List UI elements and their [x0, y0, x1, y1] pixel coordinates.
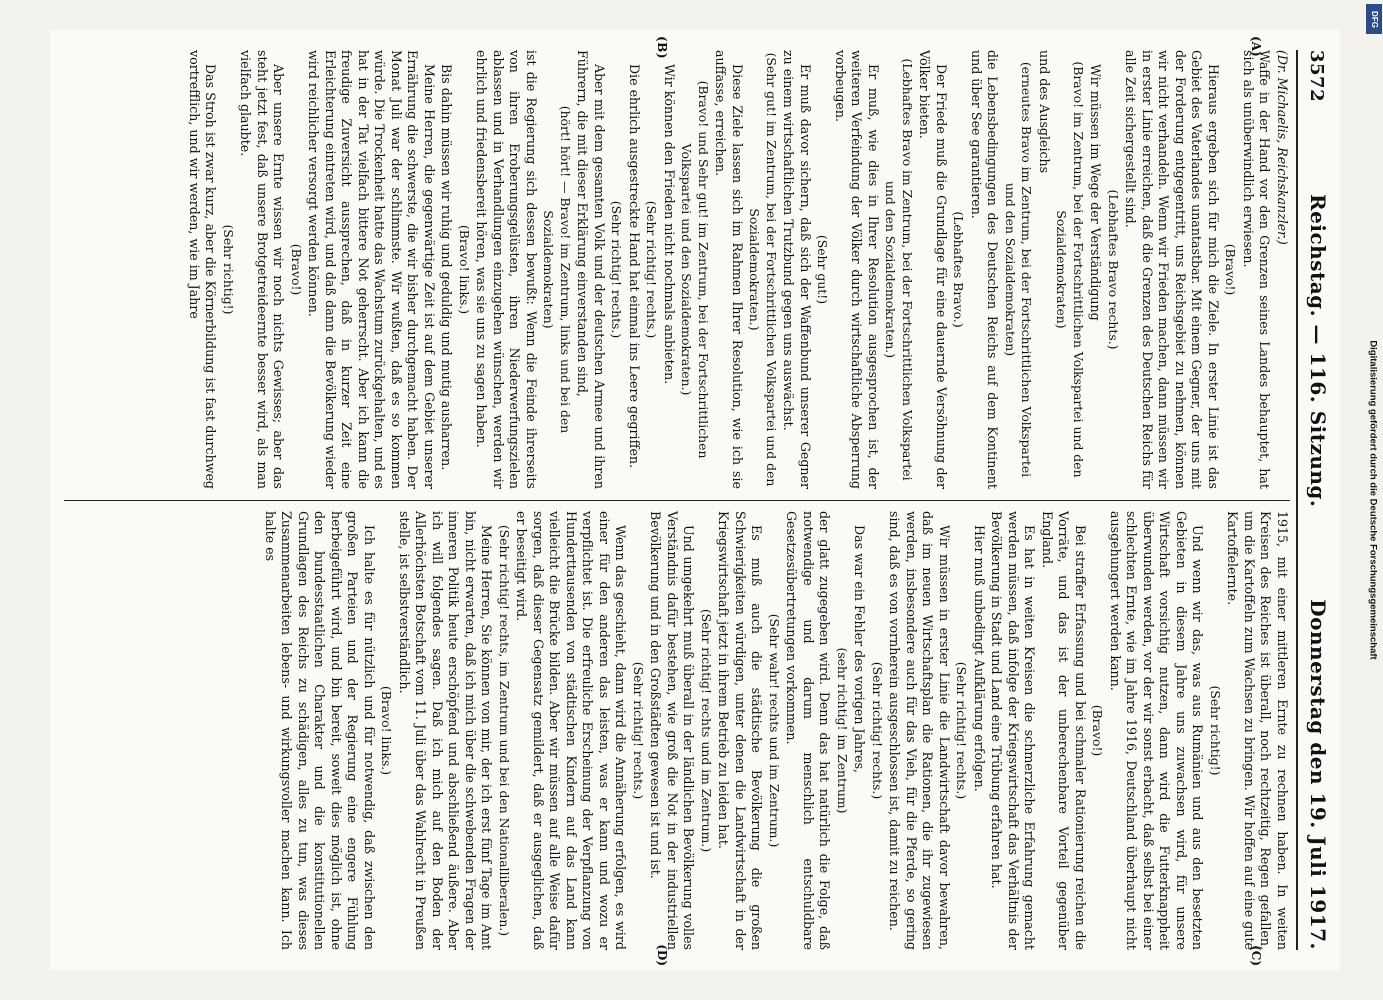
- page-number: 3572: [1306, 50, 1327, 103]
- paragraph: Er muß, wie dies in Ihrer Resolution ausgesprochen ist, der weiteren Verfeindung der Völker durch wirtschaftliche Absperrung vorbeugen.: [833, 50, 881, 489]
- credit-text: Digitalisierung gefördert durch die Deutsche Forschungsgemeinschaft: [1367, 340, 1379, 660]
- paragraph: Hieraus ergeben sich für mich die Ziele. In erster Linie ist das Gebiet des Vaterlandes unantastbar. Mit einem Gegner, der uns mit der Forderung entgegentritt, uns Reichsgebiet zu nehmen, können wir nicht verhandeln. Wenn wir Frieden machen, dann müssen wir in erster Linie erreichen, daß die Grenzen des Deutschen Reichs für alle Zeit sichergestellt sind.: [1123, 50, 1221, 489]
- paragraph: Ich halte es für nützlich und für notwendig, daß zwischen den großen Parteien und der Regierung eine engere Fühlung herbeigeführt wird, und bin bereit, soweit dies möglich ist, ohne den bundesstaatlichen Charakter und die konstitutionellen Grundlagen des Reichs zu schädigen, alles zu tun, was dieses Zusammenarbeiten lebens- und wirkungsvoller machen kann. Ich halte es: [263, 511, 377, 950]
- paragraph: Bei straffer Erfassung und bei schmaler Rationierung reichen die Vorräte, und das ist der unberechenbare Vorteil gegenüber England.: [1040, 511, 1088, 950]
- column-divider: [64, 500, 1290, 501]
- paragraph: die Lebensbedingungen des Deutschen Reichs auf dem Kontinent und über See garantieren.: [969, 50, 1001, 489]
- dfg-logo-text: DFG: [1369, 10, 1379, 28]
- interjection: (Bravo!): [1223, 243, 1239, 296]
- paragraph: Diese Ziele lassen sich im Rahmen Ihrer Resolution, wie ich sie auffasse, erreichen.: [713, 50, 745, 489]
- interjection: (Sehr richtig! rechts und im Zentrum.): [699, 608, 714, 853]
- interjection: (Lebhaftes Bravo.): [951, 211, 967, 328]
- paragraph: Die ehrlich ausgestreckte Hand hat einmal ins Leere gegriffen.: [627, 64, 642, 469]
- paragraph: Wir können den Frieden nicht nochmals anbieten.: [662, 64, 677, 385]
- paragraph: Wir müssen in erster Linie die Landwirtschaft davor bewahren, daß im neuen Wirtschaftsplan die Rationen, die ihr zugewiesen werden, insbesondere auch für das Vieh, für die Pferde, so gering sind, daß es von vornherein ausgeschlossen ist, damit zu reichen.: [887, 511, 952, 950]
- margin-mark-d: (D): [655, 944, 669, 966]
- right-column: [64, 511, 1290, 966]
- margin-mark-c: (C): [1249, 945, 1263, 966]
- interjection: (Sehr richtig! rechts.): [954, 661, 970, 800]
- paragraph: Und umgekehrt muß überall in der ländlichen Bevölkerung volles Verständnis dafür bestehen, wie groß die Not in der industriellen Bevölkerung und in den Großstädten gewesen ist und ist.: [648, 511, 697, 950]
- speaker-line: (Dr. Michaelis, Reichskanzler.): [1275, 50, 1290, 245]
- paragraph: Waffe in der Hand vor den Grenzen seines Landes behauptet, hat sich als unüberwindlich erwiesen.: [1241, 50, 1273, 489]
- paragraph: Das Stroh ist zwar kurz, aber die Körnerbildung ist fast durchweg vortrefflich, und wir werden, wie im Jahre: [187, 50, 219, 489]
- paragraph: Er muß davor sichern, daß sich der Waffenbund unserer Gegner zu einem wirtschaftlichen Trutzbund gegen uns auswächst.: [781, 50, 813, 489]
- interjection: (Bravo! links.): [457, 224, 472, 315]
- running-head: [1296, 50, 1330, 950]
- interjection: (Sehr richtig!): [221, 224, 236, 315]
- interjection: (Sehr gut! im Zentrum, bei der Fortschrittlichen Volkspartei und den Sozialdemokraten.): [747, 52, 779, 487]
- interjection: (Sehr richtig! rechts.): [631, 661, 646, 800]
- interjection: (Bravo! links.): [379, 685, 395, 776]
- paragraph: Wenn das geschieht, dann wird die Annäherung erfolgen, es wird einer für den anderen das leisten, was er kann und wozu er verpflichtet ist. Die erfreuliche Erscheinung der Verpflanzung von Hunderttausenden von städtischen Kindern auf das Land kann vielleicht die Brücke bilden. Aber wir müssen auf alle Weise dafür sorgen, daß dieser Gegensatz gemildert, daß er ausgeglichen, daß er beseitigt wird.: [514, 511, 629, 950]
- paragraph: der glatt zugegeben wird. Denn das hat natürlich die Folge, daß notwendige und darum menschlich entschuldbare Gesetzesübertretungen vorkommen.: [784, 511, 833, 950]
- interjection: (Bravo!): [289, 243, 304, 296]
- paragraph: 1915, mit einer mittleren Ernte zu rechnen haben. In weiten Kreisen des Reiches ist überall, noch rechtzeitig, Regen gefallen, um die Kartoffeln zum Wachsen zu bringen. Wir hoffen auf eine gute Kartoffelernte.: [1225, 511, 1290, 950]
- paragraph: Aber mit dem gesamten Volk und der deutschen Armee und ihren Führern, die mit dieser Erklärung einverstanden sind,: [575, 50, 607, 489]
- dfg-logo: [1366, 4, 1382, 34]
- paragraph: Und wenn wir das, was aus Rumänien und aus den besetzten Gebieten in diesem Jahre uns zuwachsen wird, für unsere Wirtschaft vorsichtig nutzen, dann wird die Futterknappheit überwunden werden, vor der wir sonst erbacht, daß selbst bei einer schlechten Ernte, wie im Jahre 1916, Deutschland überhaupt nicht ausgehungert werden kann.: [1108, 511, 1206, 950]
- interjection: (sehr richtig! im Zentrum): [835, 647, 850, 814]
- paragraph: Es muß auch die städtische Bevölkerung die großen Schwierigkeiten würdigen, unter denen die Landwirtschaft in der Kriegswirtschaft jetzt in ihrem Betrieb zu leiden hat.: [716, 511, 765, 950]
- interjection: (Bravo!): [1090, 704, 1106, 757]
- digitization-credit: [1367, 8, 1379, 992]
- interjection: (Sehr richtig! rechts.): [644, 200, 660, 339]
- paragraph: und des Ausgleichs: [1037, 50, 1052, 174]
- margin-mark-a: (A): [1249, 36, 1263, 57]
- interjection: (Sehr wahr! rechts und im Zentrum.): [767, 613, 782, 848]
- text-columns: [64, 36, 1290, 966]
- interjection: (Bravo! und Sehr gut! im Zentrum, bei der Fortschrittlichen Volkspartei und den Sozialdemokraten.): [679, 80, 711, 459]
- interjection: (Lebhaftes Bravo rechts.): [1106, 189, 1121, 350]
- interjection: (Lebhaftes Bravo im Zentrum, bei der Fortschrittlichen Volkspartei und den Sozialdemokraten.): [883, 58, 915, 481]
- paragraph: ist die Regierung sich dessen bewußt: Wenn die Feinde ihrerseits von ihren Eroberungsgelüsten, ihren Niederwerfungszielen ablassen und in Verhandlungen einzugehen wünschen, werden wir ehrlich und friedensbereit hören, was sie uns zu sagen haben.: [474, 50, 539, 489]
- interjection: (Sehr richtig! rechts.): [870, 661, 885, 800]
- paragraph: Wir müssen im Wege der Verständigung: [1088, 64, 1104, 321]
- paragraph: Meine Herren, Sie können von mir, der ich erst fünf Tage im Amt bin, nicht erwarten, daß ich mich über die schwebenden Fragen der inneren Politik heute erschöpfend und abschließend äußere. Aber ich will folgendes sagen. Daß ich mich auf den Boden der Allerhöchsten Botschaft vom 11. Juli über das Wahlrecht in Preußen stelle, ist selbstverständlich.: [397, 511, 495, 950]
- paragraph: Bis dahin müssen wir ruhig und geduldig und mutig ausharren.: [439, 64, 455, 471]
- interjection: (Sehr richtig!): [1208, 685, 1223, 776]
- left-column: [64, 36, 1290, 489]
- paragraph: Der Friede muß die Grundlage für eine dauernde Versöhnung der Völker bieten.: [917, 50, 949, 489]
- paragraph: Meine Herren, die gegenwärtige Zeit ist auf dem Gebiet unserer Ernährung die schwerste, die wir bisher durchgemacht haben. Der Monat Juli war der schlimmste. Wir wußten, daß es so kommen würde. Die Trockenheit hatte das Wachstum zurückgehalten, und es hat in der Tat vielfach bittere Not geherrscht. Aber ich kann die freudige Zuversicht aussprechen, daß in kurzer Zeit eine Erleichterung eintreten wird, und daß dann die Bevölkerung wieder wird reichlicher versorgt werden können.: [306, 50, 437, 489]
- paragraph: Das war ein Fehler des vorigen Jahres,: [852, 525, 868, 774]
- session-date: Donnerstag den 19. Juli 1917.: [1306, 599, 1330, 950]
- margin-mark-b: (B): [655, 36, 669, 59]
- paragraph: Es hat in weiten Kreisen die schmerzliche Erfahrung gemacht werden müssen, daß infolge der Kriegswirtschaft das Verhältnis der Bevölkerung in Stadt und Land eine Trübung erfahren hat.: [989, 511, 1038, 950]
- document-page: [50, 30, 1340, 970]
- interjection: (Sehr richtig! rechts.): [609, 200, 625, 339]
- interjection: (Sehr richtig! rechts, im Zentrum und bei den Nationalliberalen.): [497, 524, 512, 937]
- paragraph: Aber unsere Ernte wissen wir noch nichts Gewisses; aber das steht jetzt fest, daß unsere Brotgetreideernte besser wird, als man vielfach glaubte.: [238, 50, 287, 489]
- interjection: (hört! hört! — Bravo! im Zentrum, links und bei den Sozialdemokraten): [541, 105, 573, 434]
- paragraph: Hier muß unbedingt Aufklärung erfolgen.: [972, 525, 987, 792]
- interjection: (Sehr gut!): [815, 234, 831, 305]
- interjection: (erneutes Bravo im Zentrum, bei der Fortschrittlichen Volkspartei und den Sozialdemokraten): [1003, 61, 1035, 478]
- chamber-title: Reichstag. — 116. Sitzung.: [1306, 194, 1330, 508]
- interjection: (Bravo! im Zentrum, bei der Fortschrittlichen Volkspartei und den Sozialdemokraten): [1054, 61, 1086, 478]
